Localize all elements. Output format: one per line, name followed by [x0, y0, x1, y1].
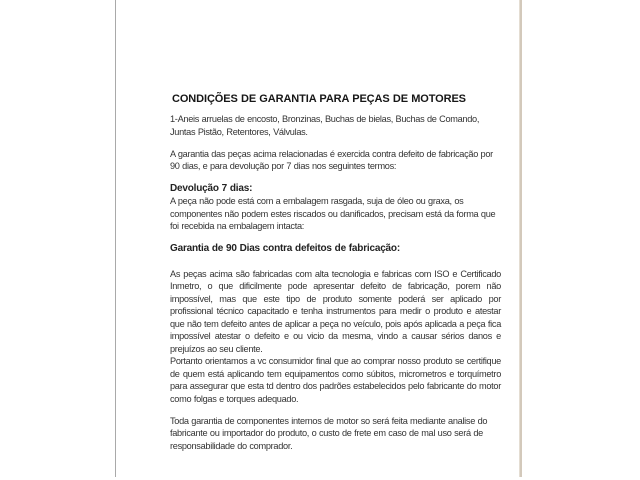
document-title: CONDIÇÕES DE GARANTIA PARA PEÇAS DE MOTORES — [172, 93, 466, 105]
section-garantia-body-1: As peças acima são fabricadas com alta tecnologia e fabricas com ISO e Certificado Inmetro, o que dificilmente pode apresentar defeito de fabricação, porem não impossível, mas que este tipo de produto somente poderá ser aplicado por profissional técnico capacitado e tenha instrumentos para medir o produto e atestar que não tem defeito antes de aplicar a peça no veículo, pois após aplicada a peça fica impossível atestar o defeito e ou vicio da mesma, vindo a causar sérios danos e prejuízos ao seu cliente. — [170, 268, 501, 354]
section-devolucao-body: A peça não pode está com a embalagem rasgada, suja de óleo ou graxa, os componentes não podem estes riscados ou danificados, precisam está da forma que foi recebida na embalagem intacta: — [170, 196, 496, 231]
section-garantia-90-dias — [170, 242, 501, 405]
section-devolucao-heading: Devolução 7 dias: — [170, 183, 253, 194]
closing-paragraph: Toda garantia de componentes internos de motor so será feita mediante analise do fabricante ou importador do produto, o custo de frete em caso de mal uso será de responsabilidade do comprador. — [170, 415, 488, 451]
warranty-document — [170, 92, 501, 462]
section-garantia-heading: Garantia de 90 Dias contra defeitos de fabricação: — [170, 243, 400, 254]
section-garantia-body-2: Portanto orientamos a vc consumidor final que ao comprar nosso produto se certifique de quem está aplicando tem equipamentos como súbitos, micrometros e torquímetro para assegurar que esta td dentro dos padrões estabelecidos pelo fabricante do motor como folgas e torques adequado. — [170, 356, 501, 404]
section-devolucao-7-dias — [170, 182, 501, 233]
terms-intro-paragraph: A garantia das peças acima relacionadas é exercida contra defeito de fabricação por 90 dias, e para devolução por 7 dias nos seguintes termos: — [170, 148, 493, 171]
page-right-rule — [519, 0, 522, 477]
parts-list-paragraph: 1-Aneis arruelas de encosto, Bronzinas, Buchas de bielas, Buchas de Comando, Juntas Pistão, Retentores, Válvulas. — [170, 114, 480, 137]
page-left-rule — [115, 0, 116, 477]
